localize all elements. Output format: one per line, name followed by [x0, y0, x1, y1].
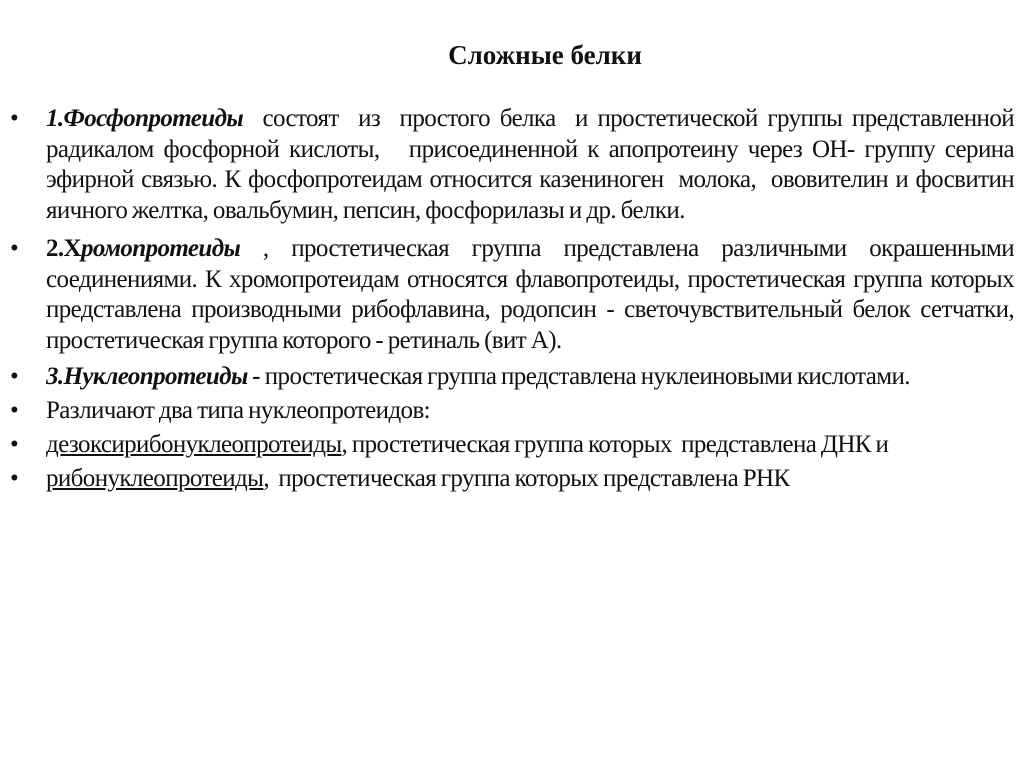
bullet-list — [0, 104, 1024, 500]
bullet-text: , простетическая группа представлена различными окрашенными соединениями. К хромопротеидам относятся флавопротеиды, простетическая группа которых представлена производными рибофлавина, родопсин - светочувствительный белок сетчатки, простетическая группа которого - ретиналь (вит А). — [46, 235, 1014, 354]
bullet-types — [0, 398, 1024, 424]
bullet-icon: • — [10, 105, 19, 132]
term-dnp: дезоксирибонуклеопротеиды — [46, 431, 342, 458]
bullet-icon: • — [10, 465, 19, 492]
bullet-nucleoproteids — [0, 364, 1024, 390]
bullet-icon: • — [10, 431, 19, 458]
slide-title: Сложные белки — [448, 40, 642, 70]
bullet-icon: • — [10, 235, 19, 262]
term-rnp: рибонуклеопротеиды — [46, 465, 264, 492]
bullet-text: , простетическая группа которых представлена ДНК и — [341, 431, 889, 458]
bullet-icon: • — [10, 397, 19, 424]
bullet-rnp — [0, 466, 1024, 492]
bullet-icon: • — [10, 363, 19, 390]
term-phosphoproteids: 1.Фосфопротеиды — [46, 105, 244, 132]
bullet-text: состоят из простого белка и простетической группы представленной радикалом фосфорной кислоты, присоединенной к апопротеину через ОН- группу серина эфирной связью. К фосфопротеидам относится казениноген молока, ововителин и фосвитин яичного желтка, овальбумин, пепсин, фосфорилазы и др. белки. — [46, 105, 1019, 224]
bullet-text: простетическая группа представлена нуклеиновыми кислотами. — [260, 363, 910, 390]
bullet-text: , простетическая группа которых представлена РНК — [263, 465, 790, 492]
bullet-phosphoproteids — [0, 104, 1024, 226]
term-nucleoproteids: 3.Нуклеопротеиды - — [46, 363, 261, 390]
term-chromoproteids: ромопротеиды — [81, 235, 241, 262]
bullet-dnp — [0, 432, 1024, 458]
bullet-chromoproteids — [0, 234, 1024, 356]
bullet-text: Различают два типа нуклеопротеидов: — [46, 397, 431, 424]
term-number: 2.Х — [46, 235, 82, 262]
